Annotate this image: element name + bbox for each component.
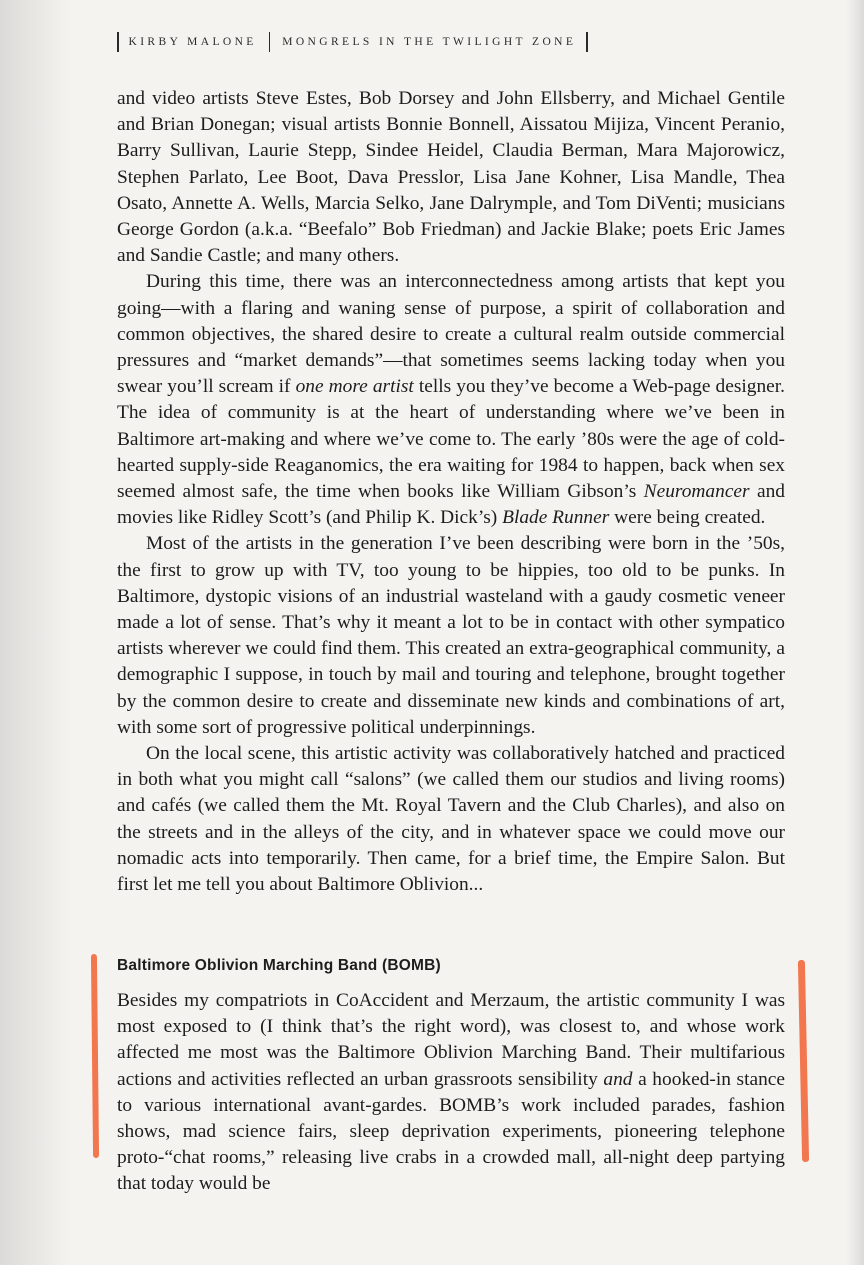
- paragraph-text: a hooked-in stance to various international avant-gardes. BOMB’s work included parades, fashion shows, mad science fairs, sleep deprivation experiments, pioneering telephone proto-“chat rooms,” releasing live crabs in a crowded mall, all-night deep partying that today would be: [117, 1068, 785, 1195]
- running-head: [117, 31, 639, 53]
- paragraph-local-scene: On the local scene, this artistic activity was collaboratively hatched and practiced in both what you might call “salons” (we called them our studios and living rooms) and cafés (we called them the Mt. Royal Tavern and the Club Charles), and also on the streets and in the alleys of the city, and in whatever space we could move our nomadic acts into temporarily. Then came, for a brief time, the Empire Salon. But first let me tell you about Baltimore Oblivion...: [117, 743, 785, 896]
- emphasis-text: and: [603, 1068, 633, 1090]
- running-head-author: KIRBY MALONE: [128, 36, 257, 48]
- paragraph-generation: Most of the artists in the generation I’ve been describing were born in the ’50s, the first to grow up with TV, too young to be hippies, too old to be punks. In Baltimore, dystopic visions of an industrial wasteland with a gaudy cosmetic veneer made a lot of sense. That’s why it meant a lot to be in contact with other sympatico artists wherever we could find them. This created an extra-geographical community, a demographic I suppose, in touch by mail and touring and telephone, brought together by the common desire to create and disseminate new kinds and combinations of art, with some sort of progressive political underpinnings.: [117, 533, 785, 738]
- book-title: Neuromancer: [643, 481, 750, 503]
- paragraph-interconnectedness: [117, 269, 785, 531]
- paragraph-bomb: [117, 988, 785, 1198]
- body-text: [117, 86, 785, 898]
- paragraph-text: were being created.: [609, 507, 766, 529]
- highlighter-mark-right: [798, 960, 809, 1162]
- highlighter-mark-left: [91, 954, 99, 1158]
- paragraph-text: During this time, there was an interconnectedness among artists that kept you going—with a flaring and waning sense of purpose, a spirit of collaboration and common objectives, the shared desire to create a cultural realm outside commercial pressures and “market demands”—that sometimes seems lacking today when you swear you’ll scream if: [117, 271, 785, 398]
- emphasis-text: one more artist: [295, 376, 414, 398]
- running-head-title: MONGRELS IN THE TWILIGHT ZONE: [282, 36, 577, 48]
- section-body: [117, 988, 785, 1198]
- section-heading: Baltimore Oblivion Marching Band (BOMB): [117, 957, 441, 974]
- paragraph-artists-list: and video artists Steve Estes, Bob Dorsey and John Ellsberry, and Michael Gentile and Brian Donegan; visual artists Bonnie Bonnell, Aissatou Mijiza, Vincent Peranio, Barry Sullivan, Laurie Stepp, Sindee Heidel, Claudia Berman, Mara Majorowicz, Stephen Parlato, Lee Boot, Dava Presslor, Lisa Jane Kohner, Lisa Mandle, Thea Osato, Annette A. Wells, Marcia Selko, Jane Dalrymple, and Tom DiVenti; musicians George Gordon (a.k.a. “Beefalo” Bob Friedman) and Jackie Blake; poets Eric James and Sandie Castle; and many others.: [117, 88, 785, 267]
- page-edge-shadow: [846, 0, 864, 1265]
- film-title: Blade Runner: [502, 507, 610, 529]
- paragraph-text: tells you they’ve become a Web-page designer. The idea of community is at the heart of understanding where we’ve been in Baltimore art-making and where we’ve come to. The early ’80s were the age of cold-hearted supply-side Reaganomics, the era waiting for 1984 to happen, back when sex seemed almost safe, the time when books like William Gibson’s: [117, 376, 785, 503]
- page-gutter-shadow: [0, 0, 70, 1265]
- running-head-divider-right: [586, 32, 588, 52]
- paragraph-text: and movies like Ridley Scott’s (and Philip K. Dick’s): [117, 481, 785, 529]
- paragraph-text: Besides my compatriots in CoAccident and Merzaum, the artistic community I was most exposed to (I think that’s the right word), was closest to, and whose work affected me most was the Baltimore Oblivion Marching Band. Their multifarious actions and activities reflected an urban grassroots sensibility: [117, 990, 785, 1090]
